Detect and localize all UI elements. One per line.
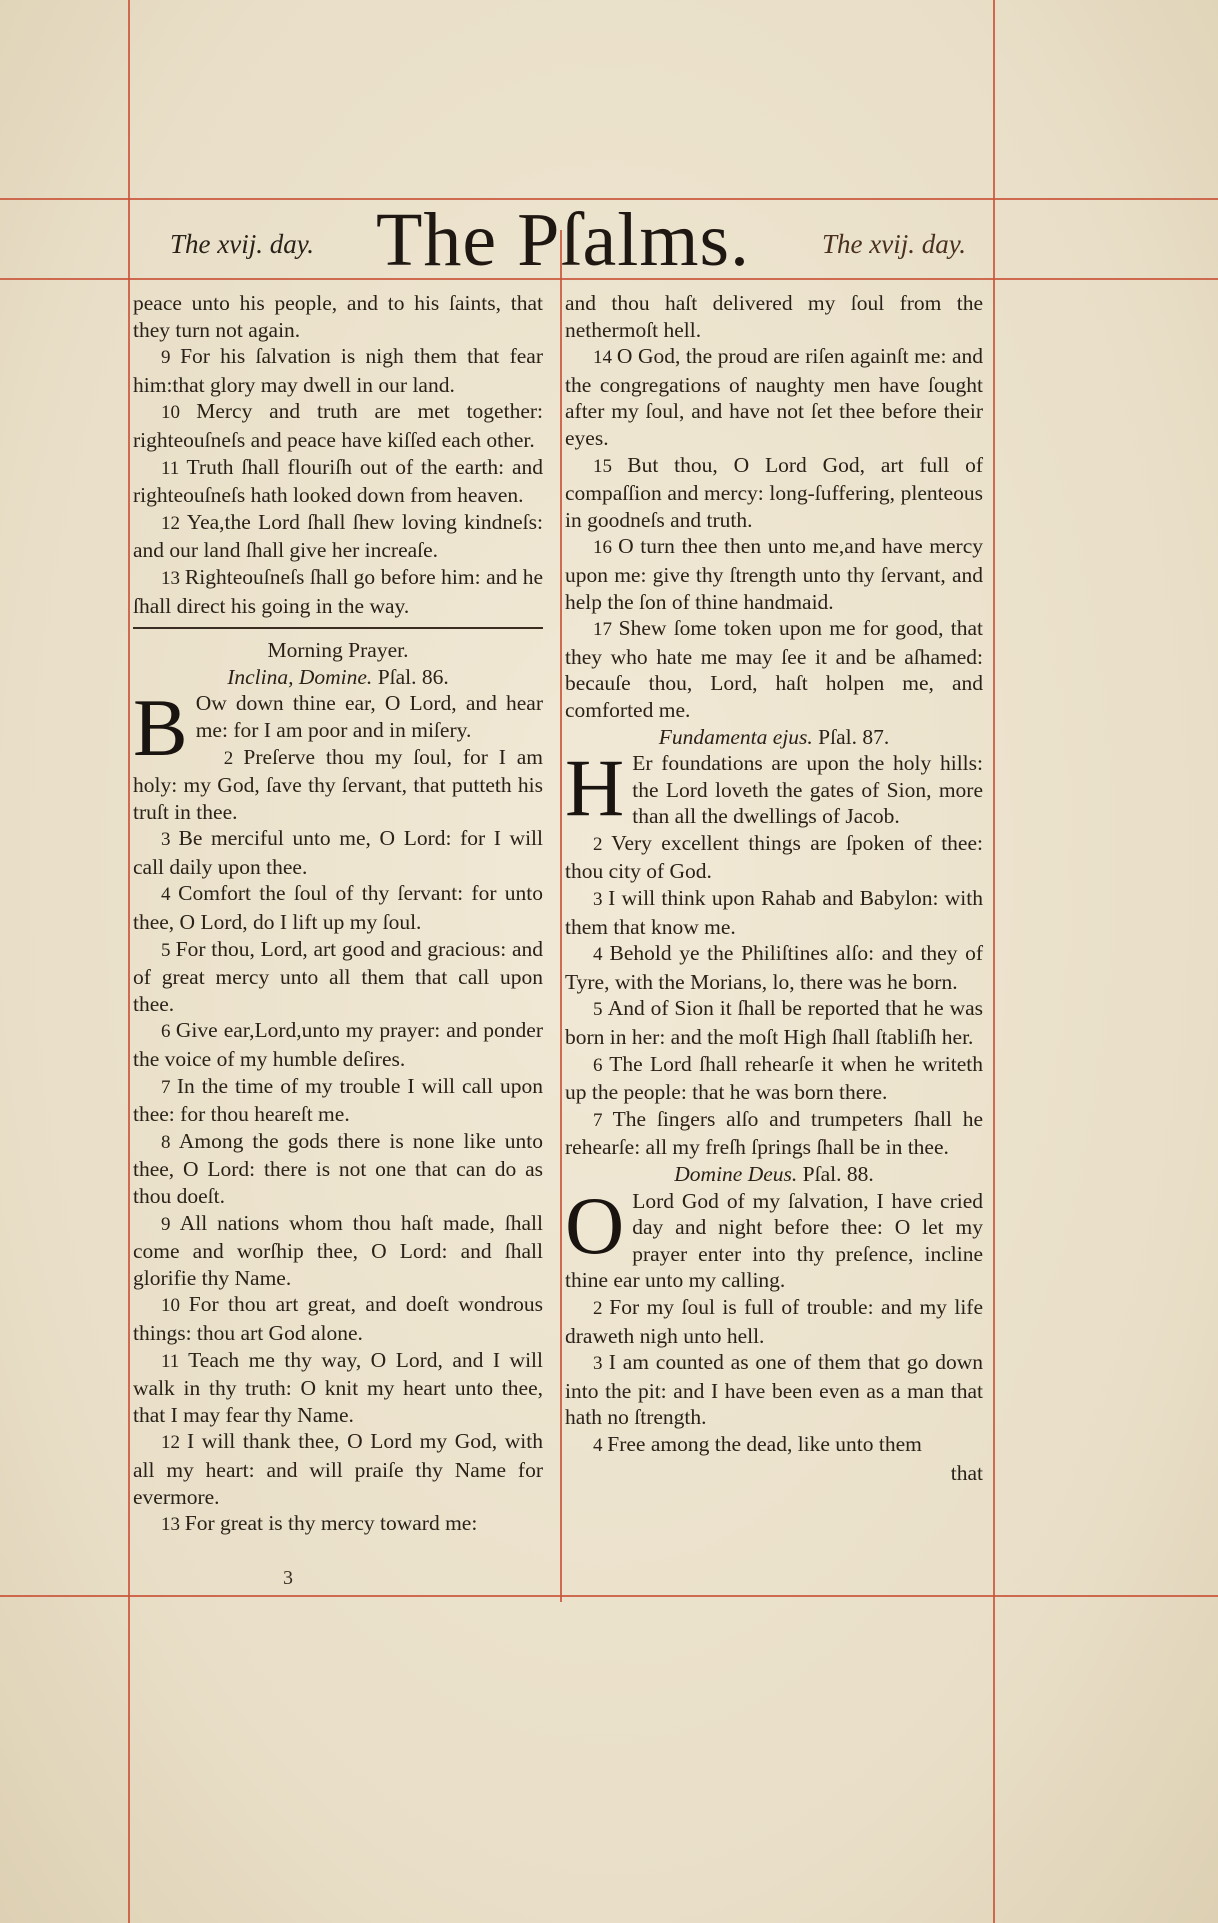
verse [133, 454, 543, 509]
drop-capital: H [565, 742, 625, 834]
verse [133, 290, 543, 343]
section-divider [133, 627, 543, 629]
psalm-number: Pſal. 88. [797, 1162, 874, 1186]
verse-number: 6 [593, 1054, 610, 1076]
verse [565, 290, 983, 343]
verse [133, 744, 543, 826]
verse [133, 1291, 543, 1346]
verse-text: In the time of my trouble I will call upon thee: for thou heareſt me. [133, 1073, 544, 1127]
psalm-incipit: Fundamenta ejus. [658, 724, 813, 749]
verse-opening [565, 742, 983, 834]
verse-text: Comfort the ſoul of thy ſervant: for unto thee, O Lord, do I lift up my ſoul. [133, 881, 543, 935]
verse-number: 2 [593, 1297, 610, 1319]
psalm-incipit: Domine Deus. [674, 1162, 798, 1186]
psalm-heading [565, 724, 983, 751]
verse-text: Er foundations are upon the holy hills: the Lord loveth the gates of Sion, more than all the dwellings of Jacob. [632, 751, 983, 829]
verse-number: 9 [161, 1213, 180, 1235]
verse [133, 1210, 543, 1292]
verse-number: 14 [593, 347, 617, 369]
margin-rule-left [128, 0, 130, 1923]
psalm-number: Pſal. 87. [812, 724, 890, 749]
verse-number: 10 [161, 1295, 189, 1317]
column-rule-center [560, 230, 562, 1602]
verse-number: 11 [161, 1350, 189, 1372]
psalm-incipit: Inclina, Domine. [227, 664, 373, 689]
verse-text: Lord God of my ſalvation, I have cried day and night before thee: O let my prayer enter into thy preſence, incline thine ear unto my calling. [565, 1188, 983, 1293]
verse-number: 13 [161, 567, 185, 589]
verse-text: Righteouſneſs ſhall go before him: and he ſhall direct his going in the way. [133, 564, 543, 618]
verse-text: peace unto his people, and to his ſaints, that they turn not again. [133, 291, 543, 342]
verse-text: The Lord ſhall rehearſe it when he writeth up the people: that he was born there. [565, 1051, 984, 1105]
verse-number: 10 [161, 402, 197, 424]
verse-number: 15 [593, 455, 628, 477]
verse-text: Behold ye the Philiſtines alſo: and they of Tyre, with the Morians, lo, there was he born. [565, 941, 983, 994]
verse [133, 1347, 543, 1429]
verse-number: 2 [223, 747, 244, 769]
verse [565, 885, 983, 940]
day-label-right: The xvij. day. [822, 229, 966, 259]
footer-rule [0, 1595, 1218, 1597]
verse-number: 12 [161, 512, 187, 534]
verse [133, 1073, 543, 1128]
drop-capital: O [565, 1179, 625, 1271]
verse-text: Preſerve thou my ſoul, for I am holy: my God, ſave thy ſervant, that putteth his truſt in thee. [133, 744, 543, 824]
verse-text: Mercy and truth are met together: righteouſneſs and peace have kiſſed each other. [133, 399, 543, 452]
verse-number: 2 [593, 833, 612, 855]
folio-signature: 3 [283, 1567, 293, 1589]
verse [565, 343, 983, 451]
verse [133, 1017, 543, 1072]
margin-rule-right [993, 0, 995, 1923]
right-text-column [565, 290, 983, 1486]
verse-number: 17 [593, 619, 619, 641]
verse-number: 13 [161, 1514, 185, 1536]
verse-text: Among the gods there is none like unto thee, O Lord: there is not one that can do as thou doeſt. [133, 1128, 544, 1208]
verse [565, 940, 983, 995]
verse-text: The ſingers alſo and trumpeters ſhall he rehearſe: all my freſh ſprings ſhall be in thee. [565, 1106, 984, 1160]
drop-capital: B [133, 682, 188, 774]
verse-text: For thou, Lord, art good and gracious: and of great mercy unto all them that call upon thee. [133, 936, 544, 1016]
verse-number: 7 [593, 1109, 613, 1131]
verse-text: Teach me thy way, O Lord, and I will walk in thy truth: O knit my heart unto thee, that I may fear thy Name. [133, 1347, 543, 1427]
page-title: The Pſalms. [375, 198, 751, 282]
verse-number: 12 [161, 1432, 188, 1454]
verse-number: 4 [593, 1434, 608, 1456]
verse [133, 343, 543, 398]
verse-number: 3 [161, 829, 179, 851]
verse [133, 936, 543, 1018]
verse-number: 5 [593, 999, 608, 1021]
verse-text: For my ſoul is full of trouble: and my life draweth nigh unto hell. [565, 1294, 983, 1348]
verse-opening [133, 682, 543, 774]
psalm-heading [565, 1161, 983, 1188]
catchword: that [950, 1460, 983, 1485]
verse [565, 995, 983, 1050]
verse-number: 11 [161, 457, 187, 479]
verse-number: 3 [593, 889, 609, 911]
verse-text: All nations whom thou haſt made, ſhall come and worſhip thee, O Lord: and ſhall glorifie thy Name. [133, 1210, 543, 1290]
verse-text: Yea,the Lord ſhall ſhew loving kindneſs: and our land ſhall give her increaſe. [133, 509, 543, 563]
verse [133, 880, 543, 935]
verse [133, 509, 543, 564]
verse-text: For great is thy mercy toward me: [184, 1511, 478, 1536]
verse-opening [565, 1179, 983, 1294]
verse-text: Truth ſhall flouriſh out of the earth: and righteouſneſs hath looked down from heaven. [133, 454, 543, 508]
verse-number: 8 [161, 1131, 179, 1153]
verse [565, 830, 983, 885]
verse [565, 1294, 983, 1349]
day-label-left: The xvij. day. [170, 229, 314, 259]
running-header [130, 198, 996, 282]
verse-text: Give ear,Lord,unto my prayer: and ponder the voice of my humble deſires. [133, 1018, 543, 1072]
verse-number: 4 [161, 884, 179, 906]
verse [565, 1349, 983, 1431]
verse-text: And of Sion it ſhall be reported that he was born in her: and the moſt High ſhall ſtabliſh her. [565, 996, 983, 1050]
verse-text: I am counted as one of them that go down into the pit: and I have been even as a man that hath no ſtrength. [565, 1350, 983, 1430]
verse [565, 615, 983, 723]
verse-number: 7 [161, 1076, 177, 1098]
verse [565, 533, 983, 615]
verse [565, 1106, 983, 1161]
verse-text: For thou art great, and doeſt wondrous things: thou art God alone. [133, 1292, 544, 1345]
verse-text: But thou, O Lord God, art full of compaſſion and mercy: long-ſuffering, plenteous in goodneſs and truth. [565, 452, 984, 532]
verse [133, 564, 543, 619]
service-heading: Morning Prayer. [267, 638, 409, 663]
psalm-heading [133, 664, 543, 691]
psalm-number: Pſal. 86. [372, 664, 449, 689]
verse [133, 825, 543, 880]
verse-text: Ow down thine ear, O Lord, and hear me: for I am poor and in miſery. [195, 691, 543, 742]
verse-text: I will thank thee, O Lord my God, with all my heart: and will praiſe thy Name for evermore. [133, 1429, 544, 1509]
verse-text: O God, the proud are riſen againſt me: and the congregations of naughty men have ſought after my ſoul, and have not ſet thee before their eyes. [565, 344, 983, 450]
verse-text: I will think upon Rahab and Babylon: with them that know me. [565, 886, 984, 939]
verse-number: 9 [161, 347, 181, 369]
verse-text: Very excellent things are ſpoken of thee: thou city of God. [565, 830, 983, 884]
left-text-column [133, 290, 543, 1539]
verse [565, 1431, 983, 1460]
verse-number: 4 [593, 944, 610, 966]
verse-text: For his ſalvation is nigh them that fear him:that glory may dwell in our land. [133, 344, 543, 397]
verse [565, 452, 983, 534]
verse [133, 1428, 543, 1510]
verse-number: 16 [593, 537, 619, 559]
verse [133, 398, 543, 453]
verse-text: Shew ſome token upon me for good, that they who hate me may ſee it and be aſhamed: becauſe thou, Lord, haſt holpen me, and comforted me. [565, 616, 984, 722]
verse-number: 3 [593, 1353, 609, 1375]
verse [133, 1510, 543, 1539]
verse-text: O turn thee then unto me,and have mercy upon me: give thy ſtrength unto thy ſervant, and help the ſon of thine handmaid. [565, 534, 984, 614]
verse [565, 1051, 983, 1106]
verse-number: 6 [161, 1021, 176, 1043]
verse-text: and thou haſt delivered my ſoul from the nethermoſt hell. [565, 291, 983, 342]
verse-number: 5 [161, 939, 176, 961]
verse-text: Free among the dead, like unto them [607, 1431, 922, 1456]
verse [133, 1128, 543, 1210]
verse-text: Be merciful unto me, O Lord: for I will call daily upon thee. [133, 826, 543, 879]
